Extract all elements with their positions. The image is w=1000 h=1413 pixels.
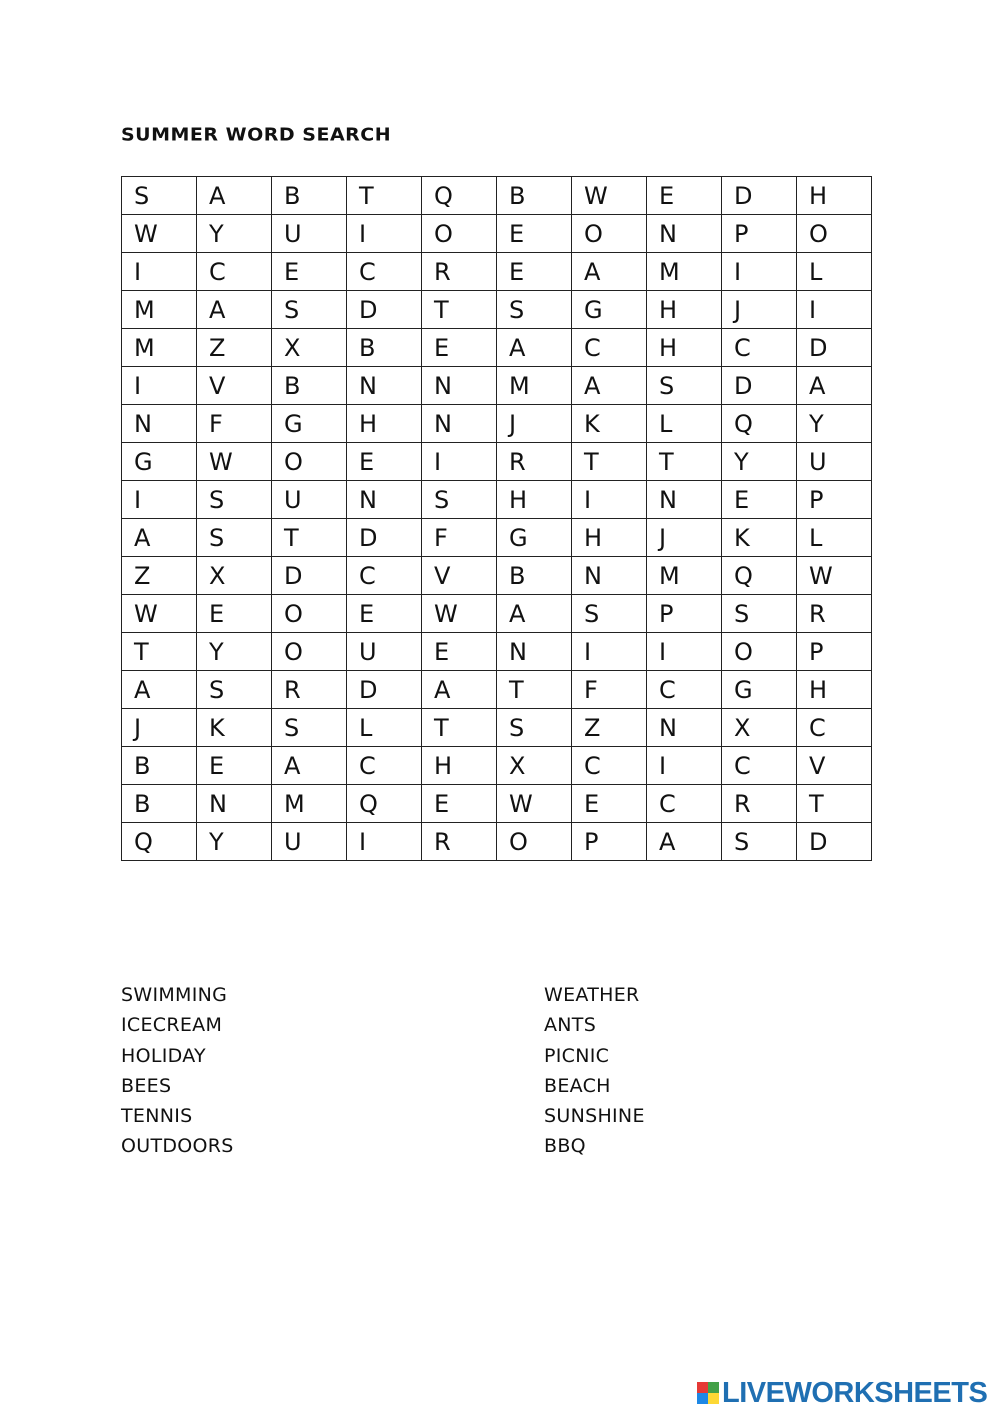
grid-cell[interactable]: I	[422, 443, 497, 481]
grid-cell[interactable]: Q	[422, 177, 497, 215]
grid-cell[interactable]: Y	[797, 405, 872, 443]
grid-cell[interactable]: Z	[122, 557, 197, 595]
grid-cell[interactable]: P	[797, 633, 872, 671]
grid-cell[interactable]: N	[497, 633, 572, 671]
grid-cell[interactable]: I	[122, 367, 197, 405]
grid-cell[interactable]: Y	[197, 633, 272, 671]
grid-row	[122, 367, 872, 405]
grid-cell[interactable]: E	[272, 253, 347, 291]
grid-row	[122, 595, 872, 633]
grid-cell[interactable]: L	[647, 405, 722, 443]
grid-cell[interactable]: F	[572, 671, 647, 709]
grid-cell[interactable]: D	[797, 823, 872, 861]
grid-cell[interactable]: N	[647, 709, 722, 747]
grid-cell[interactable]: E	[197, 595, 272, 633]
logo-mark-square	[697, 1382, 708, 1393]
grid-cell[interactable]: K	[722, 519, 797, 557]
grid-cell[interactable]: N	[122, 405, 197, 443]
grid-row	[122, 291, 872, 329]
grid-cell[interactable]: T	[497, 671, 572, 709]
grid-cell[interactable]: C	[722, 329, 797, 367]
grid-cell[interactable]: M	[647, 253, 722, 291]
grid-cell[interactable]: D	[272, 557, 347, 595]
word-list-item: HOLIDAY	[121, 1044, 206, 1067]
grid-cell[interactable]: C	[797, 709, 872, 747]
grid-cell[interactable]: S	[647, 367, 722, 405]
grid-cell[interactable]: M	[122, 291, 197, 329]
grid-cell[interactable]: A	[572, 367, 647, 405]
grid-cell[interactable]: W	[572, 177, 647, 215]
grid-row	[122, 253, 872, 291]
grid-cell[interactable]: X	[722, 709, 797, 747]
grid-cell[interactable]: E	[497, 215, 572, 253]
logo-mark-square	[708, 1393, 719, 1404]
grid-cell[interactable]: O	[272, 595, 347, 633]
grid-cell[interactable]: C	[347, 557, 422, 595]
logo-mark-square	[708, 1382, 719, 1393]
grid-cell[interactable]: H	[647, 291, 722, 329]
grid-cell[interactable]: C	[647, 785, 722, 823]
grid-cell[interactable]: P	[647, 595, 722, 633]
grid-cell[interactable]: J	[497, 405, 572, 443]
grid-cell[interactable]: E	[347, 443, 422, 481]
grid-cell[interactable]: A	[272, 747, 347, 785]
grid-row	[122, 443, 872, 481]
grid-cell[interactable]: E	[422, 633, 497, 671]
grid-cell[interactable]: F	[422, 519, 497, 557]
grid-cell[interactable]: T	[797, 785, 872, 823]
grid-cell[interactable]: L	[797, 519, 872, 557]
grid-cell[interactable]: G	[722, 671, 797, 709]
grid-cell[interactable]: Y	[722, 443, 797, 481]
grid-cell[interactable]: U	[797, 443, 872, 481]
grid-cell[interactable]: I	[572, 481, 647, 519]
grid-cell[interactable]: S	[122, 177, 197, 215]
grid-cell[interactable]: Y	[197, 823, 272, 861]
grid-cell[interactable]: I	[647, 633, 722, 671]
grid-cell[interactable]: U	[347, 633, 422, 671]
grid-cell[interactable]: N	[647, 215, 722, 253]
grid-cell[interactable]: O	[797, 215, 872, 253]
grid-cell[interactable]: I	[572, 633, 647, 671]
grid-cell[interactable]: O	[422, 215, 497, 253]
grid-row	[122, 747, 872, 785]
grid-cell[interactable]: C	[347, 747, 422, 785]
grid-cell[interactable]: B	[272, 177, 347, 215]
grid-cell[interactable]: J	[647, 519, 722, 557]
grid-cell[interactable]: N	[347, 367, 422, 405]
grid-cell[interactable]: T	[347, 177, 422, 215]
word-list-item: PICNIC	[544, 1044, 610, 1067]
page-title: SUMMER WORD SEARCH	[121, 124, 392, 146]
grid-cell[interactable]: A	[572, 253, 647, 291]
grid-cell[interactable]: N	[422, 367, 497, 405]
grid-cell[interactable]: B	[122, 747, 197, 785]
grid-cell[interactable]: Q	[722, 405, 797, 443]
grid-cell[interactable]: Z	[572, 709, 647, 747]
grid-cell[interactable]: H	[797, 177, 872, 215]
grid-cell[interactable]: S	[197, 481, 272, 519]
grid-cell[interactable]: D	[347, 291, 422, 329]
grid-cell[interactable]: T	[422, 291, 497, 329]
grid-cell[interactable]: C	[197, 253, 272, 291]
grid-cell[interactable]: S	[422, 481, 497, 519]
logo-text: LIVEWORKSHEETS	[722, 1376, 988, 1409]
grid-cell[interactable]: C	[347, 253, 422, 291]
grid-cell[interactable]: G	[122, 443, 197, 481]
grid-cell[interactable]: T	[572, 443, 647, 481]
grid-cell[interactable]: V	[797, 747, 872, 785]
grid-cell[interactable]: M	[647, 557, 722, 595]
grid-cell[interactable]: U	[272, 823, 347, 861]
grid-cell[interactable]: X	[197, 557, 272, 595]
grid-cell[interactable]: C	[572, 747, 647, 785]
grid-cell[interactable]: O	[272, 633, 347, 671]
word-list-item: ICECREAM	[121, 1014, 223, 1037]
grid-cell[interactable]: D	[722, 177, 797, 215]
grid-cell[interactable]: Q	[122, 823, 197, 861]
grid-cell[interactable]: R	[797, 595, 872, 633]
grid-cell[interactable]: P	[572, 823, 647, 861]
grid-cell[interactable]: Y	[197, 215, 272, 253]
grid-cell[interactable]: G	[497, 519, 572, 557]
grid-cell[interactable]: S	[722, 595, 797, 633]
grid-row	[122, 405, 872, 443]
grid-cell[interactable]: H	[572, 519, 647, 557]
grid-row	[122, 329, 872, 367]
grid-cell[interactable]: E	[422, 785, 497, 823]
grid-cell[interactable]: Z	[197, 329, 272, 367]
grid-cell[interactable]: R	[422, 823, 497, 861]
grid-cell[interactable]: I	[722, 253, 797, 291]
grid-cell[interactable]: E	[722, 481, 797, 519]
grid-row	[122, 215, 872, 253]
grid-cell[interactable]: U	[272, 215, 347, 253]
liveworksheets-logo	[697, 1378, 987, 1408]
grid-cell[interactable]: L	[797, 253, 872, 291]
grid-cell[interactable]: S	[572, 595, 647, 633]
grid-cell[interactable]: D	[347, 671, 422, 709]
grid-cell[interactable]: K	[197, 709, 272, 747]
grid-cell[interactable]: R	[272, 671, 347, 709]
grid-cell[interactable]: G	[272, 405, 347, 443]
grid-cell[interactable]: S	[272, 709, 347, 747]
logo-mark-square	[697, 1393, 708, 1404]
grid-cell[interactable]: C	[722, 747, 797, 785]
grid-cell[interactable]: B	[497, 557, 572, 595]
grid-cell[interactable]: D	[797, 329, 872, 367]
word-list-item: BBQ	[544, 1135, 586, 1158]
grid-cell[interactable]: W	[497, 785, 572, 823]
grid-row	[122, 785, 872, 823]
word-list-item: SWIMMING	[121, 984, 228, 1006]
grid-cell[interactable]: A	[422, 671, 497, 709]
grid-cell[interactable]: M	[272, 785, 347, 823]
word-list-item: OUTDOORS	[121, 1135, 234, 1158]
grid-cell[interactable]: E	[347, 595, 422, 633]
grid-cell[interactable]: D	[347, 519, 422, 557]
grid-cell[interactable]: W	[122, 215, 197, 253]
word-list-item: SUNSHINE	[544, 1105, 645, 1128]
grid-cell[interactable]: A	[497, 329, 572, 367]
word-list-item: WEATHER	[544, 984, 640, 1006]
grid-cell[interactable]: N	[647, 481, 722, 519]
grid-cell[interactable]: E	[197, 747, 272, 785]
grid-cell[interactable]: M	[122, 329, 197, 367]
grid-cell[interactable]: Q	[347, 785, 422, 823]
grid-cell[interactable]: U	[272, 481, 347, 519]
grid-cell[interactable]: A	[797, 367, 872, 405]
grid-cell[interactable]: J	[722, 291, 797, 329]
grid-cell[interactable]: T	[122, 633, 197, 671]
grid-row	[122, 709, 872, 747]
grid-cell[interactable]: X	[272, 329, 347, 367]
grid-row	[122, 557, 872, 595]
grid-cell[interactable]: B	[347, 329, 422, 367]
grid-cell[interactable]: S	[272, 291, 347, 329]
grid-cell[interactable]: R	[422, 253, 497, 291]
grid-cell[interactable]: L	[347, 709, 422, 747]
grid-cell[interactable]: O	[272, 443, 347, 481]
word-search-grid	[121, 176, 872, 861]
word-list-item: TENNIS	[121, 1105, 193, 1128]
grid-cell[interactable]: E	[497, 253, 572, 291]
grid-row	[122, 481, 872, 519]
grid-row	[122, 671, 872, 709]
grid-cell[interactable]: N	[197, 785, 272, 823]
logo-mark-icon	[697, 1382, 719, 1404]
grid-cell[interactable]: N	[347, 481, 422, 519]
grid-cell[interactable]: I	[347, 823, 422, 861]
grid-cell[interactable]: E	[647, 177, 722, 215]
grid-cell[interactable]: R	[497, 443, 572, 481]
grid-cell[interactable]: M	[497, 367, 572, 405]
grid-cell[interactable]: E	[422, 329, 497, 367]
grid-row	[122, 633, 872, 671]
grid-cell[interactable]: N	[422, 405, 497, 443]
grid-cell[interactable]: S	[497, 709, 572, 747]
grid-cell[interactable]: O	[572, 215, 647, 253]
grid-cell[interactable]: K	[572, 405, 647, 443]
grid-cell[interactable]: W	[422, 595, 497, 633]
grid-cell[interactable]: I	[122, 253, 197, 291]
grid-row	[122, 519, 872, 557]
grid-cell[interactable]: B	[272, 367, 347, 405]
grid-cell[interactable]: T	[647, 443, 722, 481]
word-list-right	[544, 980, 645, 1162]
grid-cell[interactable]: S	[197, 671, 272, 709]
grid-cell[interactable]: H	[422, 747, 497, 785]
grid-cell[interactable]: H	[497, 481, 572, 519]
grid-cell[interactable]: B	[122, 785, 197, 823]
grid-cell[interactable]: A	[197, 177, 272, 215]
grid-cell[interactable]: I	[122, 481, 197, 519]
grid-cell[interactable]: A	[197, 291, 272, 329]
word-list-left	[121, 980, 234, 1162]
grid-cell[interactable]: A	[647, 823, 722, 861]
word-list-item: BEACH	[544, 1074, 611, 1097]
grid-cell[interactable]: O	[722, 633, 797, 671]
grid-row	[122, 177, 872, 215]
grid-cell[interactable]: R	[722, 785, 797, 823]
grid-cell[interactable]: E	[572, 785, 647, 823]
grid-cell[interactable]: T	[272, 519, 347, 557]
grid-cell[interactable]: W	[797, 557, 872, 595]
grid-cell[interactable]: B	[497, 177, 572, 215]
grid-cell[interactable]: W	[197, 443, 272, 481]
grid-cell[interactable]: G	[572, 291, 647, 329]
grid-cell[interactable]: T	[422, 709, 497, 747]
grid-cell[interactable]: J	[122, 709, 197, 747]
grid-cell[interactable]: W	[122, 595, 197, 633]
grid-cell[interactable]: C	[572, 329, 647, 367]
word-list-item: ANTS	[544, 1014, 597, 1037]
grid-cell[interactable]: Q	[722, 557, 797, 595]
grid-cell[interactable]: N	[572, 557, 647, 595]
grid-cell[interactable]: I	[797, 291, 872, 329]
grid-cell[interactable]: H	[347, 405, 422, 443]
grid-cell[interactable]: C	[647, 671, 722, 709]
grid-cell[interactable]: S	[722, 823, 797, 861]
grid-cell[interactable]: A	[122, 519, 197, 557]
grid-cell[interactable]: P	[797, 481, 872, 519]
grid-cell[interactable]: V	[422, 557, 497, 595]
grid-row	[122, 823, 872, 861]
grid-cell[interactable]: I	[647, 747, 722, 785]
grid-cell[interactable]: A	[497, 595, 572, 633]
grid-cell[interactable]: S	[497, 291, 572, 329]
grid-cell[interactable]: O	[497, 823, 572, 861]
grid-cell[interactable]: H	[647, 329, 722, 367]
grid-cell[interactable]: V	[197, 367, 272, 405]
grid-cell[interactable]: H	[797, 671, 872, 709]
grid-cell[interactable]: I	[347, 215, 422, 253]
word-list-item: BEES	[121, 1074, 172, 1097]
grid-cell[interactable]: F	[197, 405, 272, 443]
grid-cell[interactable]: X	[497, 747, 572, 785]
grid-cell[interactable]: P	[722, 215, 797, 253]
grid-cell[interactable]: A	[122, 671, 197, 709]
grid-cell[interactable]: D	[722, 367, 797, 405]
grid-cell[interactable]: S	[197, 519, 272, 557]
